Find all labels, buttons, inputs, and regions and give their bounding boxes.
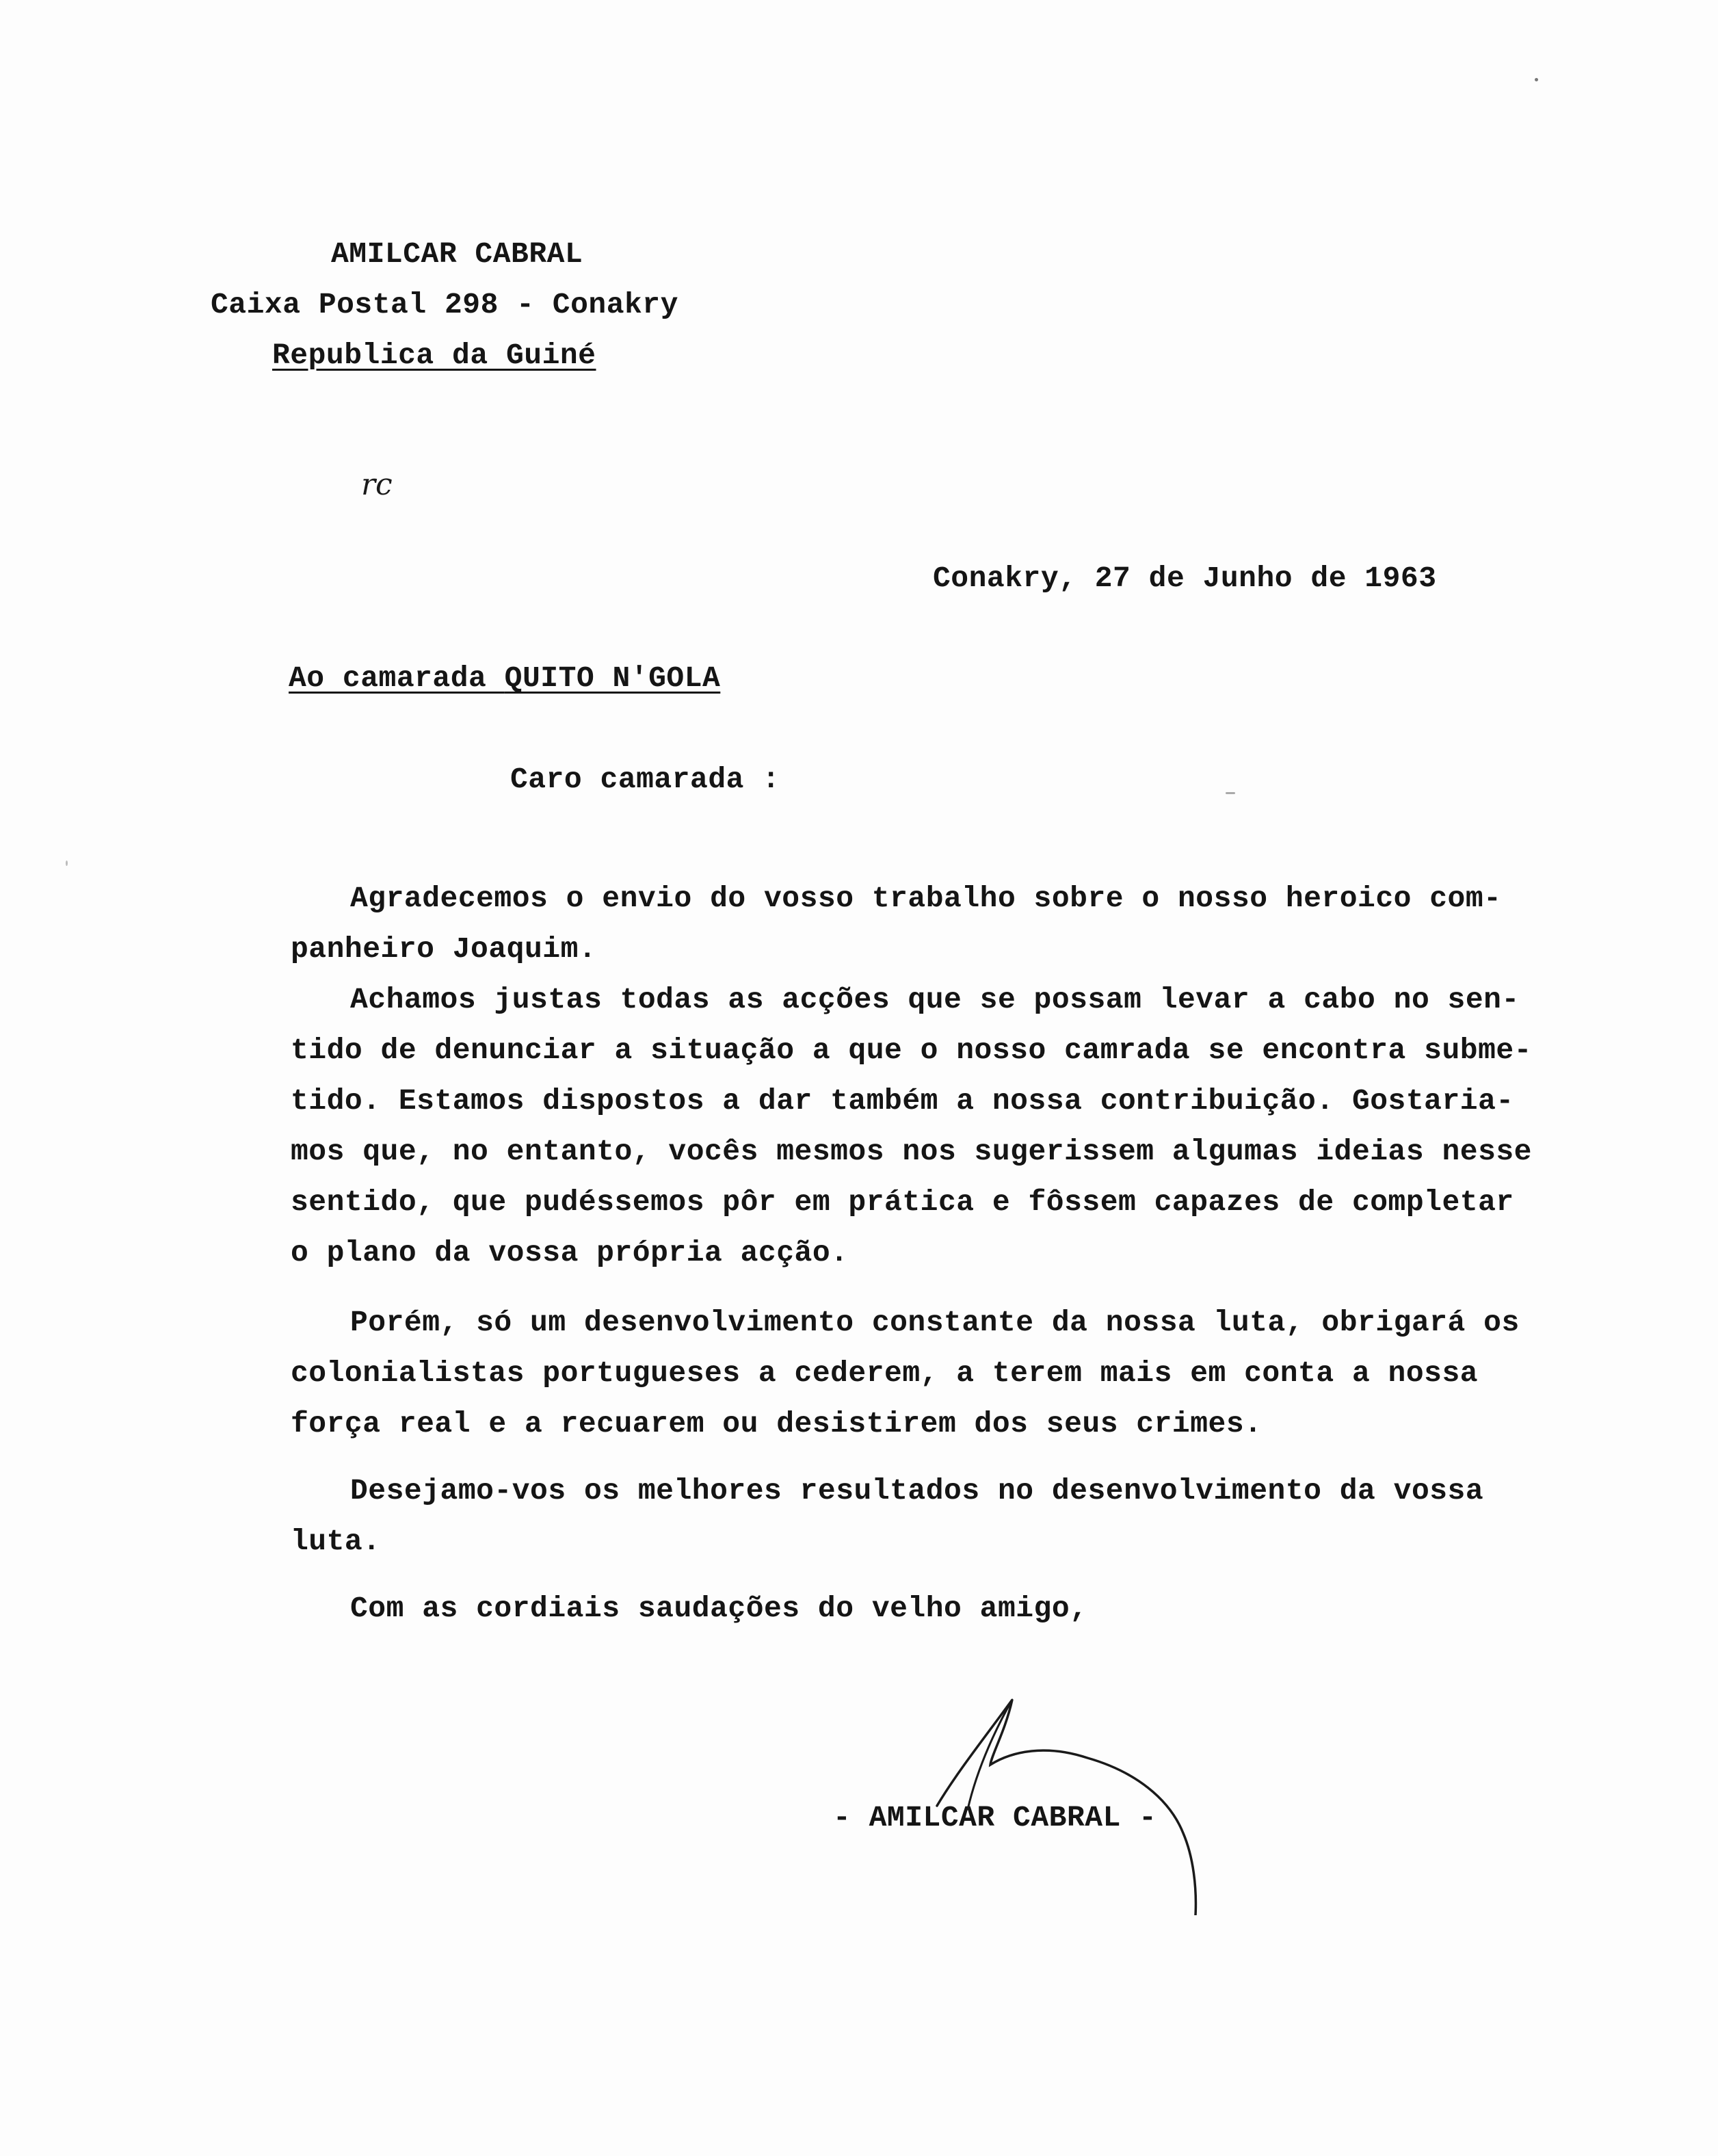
- handwritten-signature: [910, 1690, 1217, 1915]
- body-line: tido. Estamos dispostos a dar também a nossa contribuição. Gostaria-: [291, 1084, 1514, 1118]
- letterhead-country: Republica da Guiné: [272, 339, 596, 372]
- body-line: sentido, que pudéssemos pôr em prática e fôssem capazes de completar: [291, 1185, 1514, 1219]
- dateline: Conakry, 27 de Junho de 1963: [933, 562, 1437, 595]
- body-line: colonialistas portugueses a cederem, a terem mais em conta a nossa: [291, 1356, 1479, 1390]
- letterhead-address: Caixa Postal 298 - Conakry: [211, 288, 678, 321]
- recipient-name: QUITO N'GOLA: [504, 661, 721, 695]
- recipient-line: [289, 663, 720, 693]
- handwritten-mark: rc: [361, 467, 393, 502]
- body-line: tido de denunciar a situação a que o nosso camrada se encontra subme-: [291, 1034, 1532, 1067]
- body-line: Com as cordiais saudações do velho amigo,: [350, 1592, 1088, 1625]
- recipient-prefix: Ao camarada: [289, 661, 505, 695]
- scan-speck: [66, 860, 68, 866]
- body-line: Porém, só um desenvolvimento constante da nossa luta, obrigará os: [350, 1306, 1520, 1339]
- body-line: luta.: [291, 1525, 381, 1558]
- body-line: panheiro Joaquim.: [291, 932, 597, 966]
- scan-speck: [1535, 78, 1538, 81]
- letterhead-name: AMILCAR CABRAL: [331, 237, 583, 271]
- body-line: força real e a recuarem ou desistirem dos seus crimes.: [291, 1407, 1263, 1441]
- body-line: Agradecemos o envio do vosso trabalho sobre o nosso heroico com-: [350, 882, 1502, 915]
- body-line: o plano da vossa própria acção.: [291, 1236, 849, 1270]
- salutation: Caro camarada :: [510, 763, 780, 796]
- signature-block: - AMILCAR CABRAL -: [833, 1801, 1157, 1835]
- body-line: mos que, no entanto, vocês mesmos nos sugerissem algumas ideias nesse: [291, 1135, 1532, 1168]
- scan-speck: [1226, 792, 1235, 794]
- body-line: Desejamo-vos os melhores resultados no desenvolvimento da vossa: [350, 1474, 1484, 1508]
- body-line: Achamos justas todas as acções que se possam levar a cabo no sen-: [350, 983, 1520, 1016]
